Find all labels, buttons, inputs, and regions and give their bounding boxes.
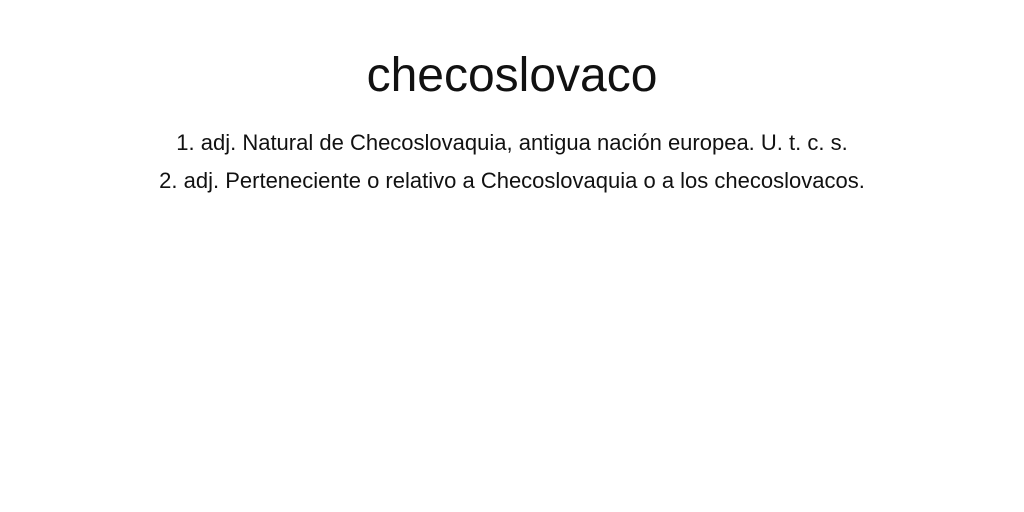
sense-item: 2. adj. Perteneciente o relativo a Checoslovaquia o a los checoslovacos. (159, 168, 865, 193)
sense-item: 1. adj. Natural de Checoslovaquia, antigua nación europea. U. t. c. s. (176, 130, 848, 155)
dictionary-entry (0, 0, 1024, 200)
entry-headword: checoslovaco (366, 49, 658, 102)
sense-list (0, 124, 1024, 200)
